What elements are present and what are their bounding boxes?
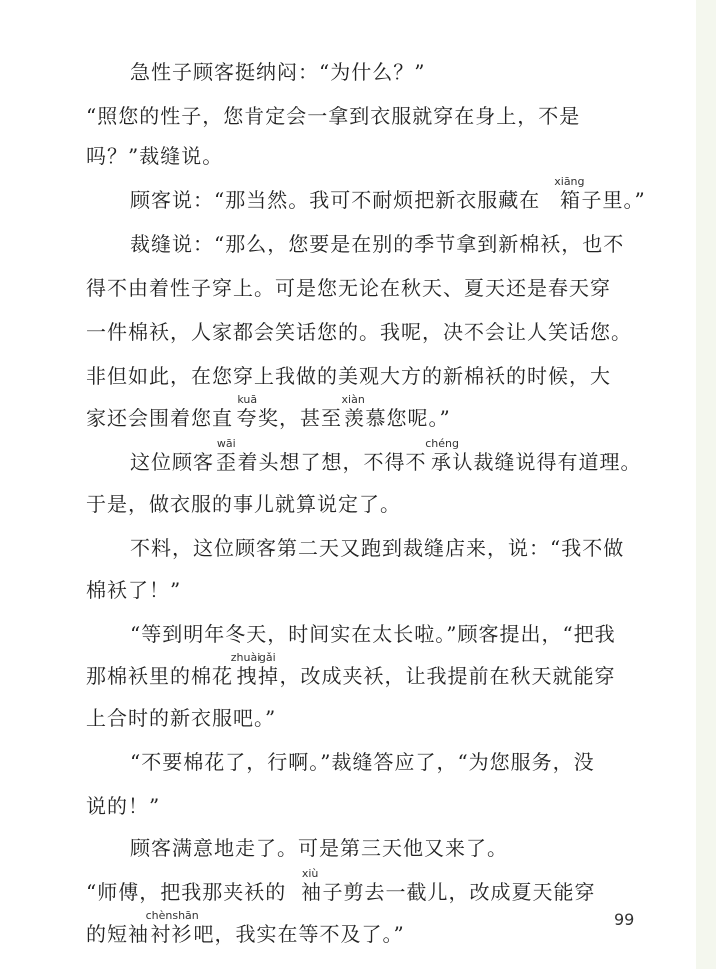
annotated-character: 衬衫 [150,922,193,946]
text-line [0,312,716,352]
text-segment: 吧，我实在等不及了。” [193,922,405,946]
pinyin-annotation: wāi [216,437,236,450]
text-segment: 吗？”裁缝说。 [86,144,224,168]
text-line [0,614,716,654]
annotated-character: 羡 [344,406,365,430]
text-line [0,698,716,738]
text-segment: 说的！” [86,794,161,818]
text-segment: 得不由着性子穿上。可是您无论在秋天、夏天还是春天穿 [86,276,611,300]
text-segment: “等到明年冬天，时间实在太长啦。”顾客提出，“把我 [130,622,616,646]
annotated-character: 掉 [258,664,279,688]
text-segment: “不要棉花了，行啊。”裁缝答应了，“为您服务，没 [130,750,595,774]
text-segment: ，改成夹袄，让我提前在秋天就能穿 [279,664,616,688]
text-segment: 子剪去一截儿，改成夏天能穿 [322,880,596,904]
pinyin-annotation: gǎi [258,651,276,664]
text-segment: 家还会围着您直 [86,406,233,430]
text-segment: 慕您呢。” [365,406,451,430]
text-line [0,828,716,868]
text-segment: 急性子顾客挺纳闷：“为什么？” [130,60,426,84]
pinyin-annotation: xiāng [554,175,585,188]
pinyin-annotation: xiàn [341,393,365,406]
text-segment: “照您的性子，您肯定会一拿到衣服就穿在身上，不是 [86,104,581,128]
text-line [0,175,716,220]
text-line [0,570,716,610]
text-line [0,867,716,912]
text-segment: 那棉袄里的棉花 [86,664,233,688]
text-segment: 奖，甚至 [258,406,342,430]
text-segment: 棉袄了！” [86,578,182,602]
text-segment: 上合时的新衣服吧。” [86,706,277,730]
text-segment: 于是，做衣服的事儿就算说定了。 [86,492,401,516]
text-segment: 一件棉袄，人家都会笑话您的。我呢，决不会让人笑话您。 [86,320,632,344]
text-segment: 顾客满意地走了。可是第三天他又来了。 [130,836,508,860]
text-line [0,52,716,92]
text-line [0,356,716,396]
text-line [0,742,716,782]
text-segment: 的短袖 [86,922,149,946]
pinyin-annotation: chènshān [145,909,199,922]
annotated-character: 夸 [236,406,258,430]
text-line [0,909,716,954]
text-segment: 不料，这位顾客第二天又跑到裁缝店来，说：“我不做 [130,536,625,560]
annotated-character: 拽 [236,664,258,688]
text-segment: “师傅，把我那夹袄的 [86,880,287,904]
text-line [0,136,716,176]
text-line [0,224,716,264]
text-line [0,393,716,438]
annotated-character: 歪 [216,450,237,474]
text-segment: 非但如此，在您穿上我做的美观大方的新棉袄的时候，大 [86,364,611,388]
text-line [0,484,716,524]
text-line [0,528,716,568]
text-segment: 子里。” [581,188,646,212]
text-line [0,437,716,482]
pinyin-annotation: kuā [237,393,258,406]
text-line [0,651,716,696]
text-line [0,786,716,826]
text-line [0,268,716,308]
text-segment: 着头想了想，不得不 [237,450,427,474]
annotated-character: 袖 [301,880,322,904]
text-line [0,96,716,136]
annotated-character: 箱 [560,188,581,212]
annotated-character: 承 [431,450,452,474]
pinyin-annotation: xiù [301,867,319,880]
text-segment: 认裁缝说得有道理。 [452,450,642,474]
text-segment: 裁缝说：“那么，您要是在别的季节拿到新棉袄，也不 [130,232,625,256]
pinyin-annotation: zhuài [230,651,261,664]
page-number: 99 [614,910,635,929]
pinyin-annotation: chéng [425,437,459,450]
text-segment: 顾客说：“那当然。我可不耐烦把新衣服藏在 [130,188,541,212]
text-segment: 这位顾客 [130,450,214,474]
